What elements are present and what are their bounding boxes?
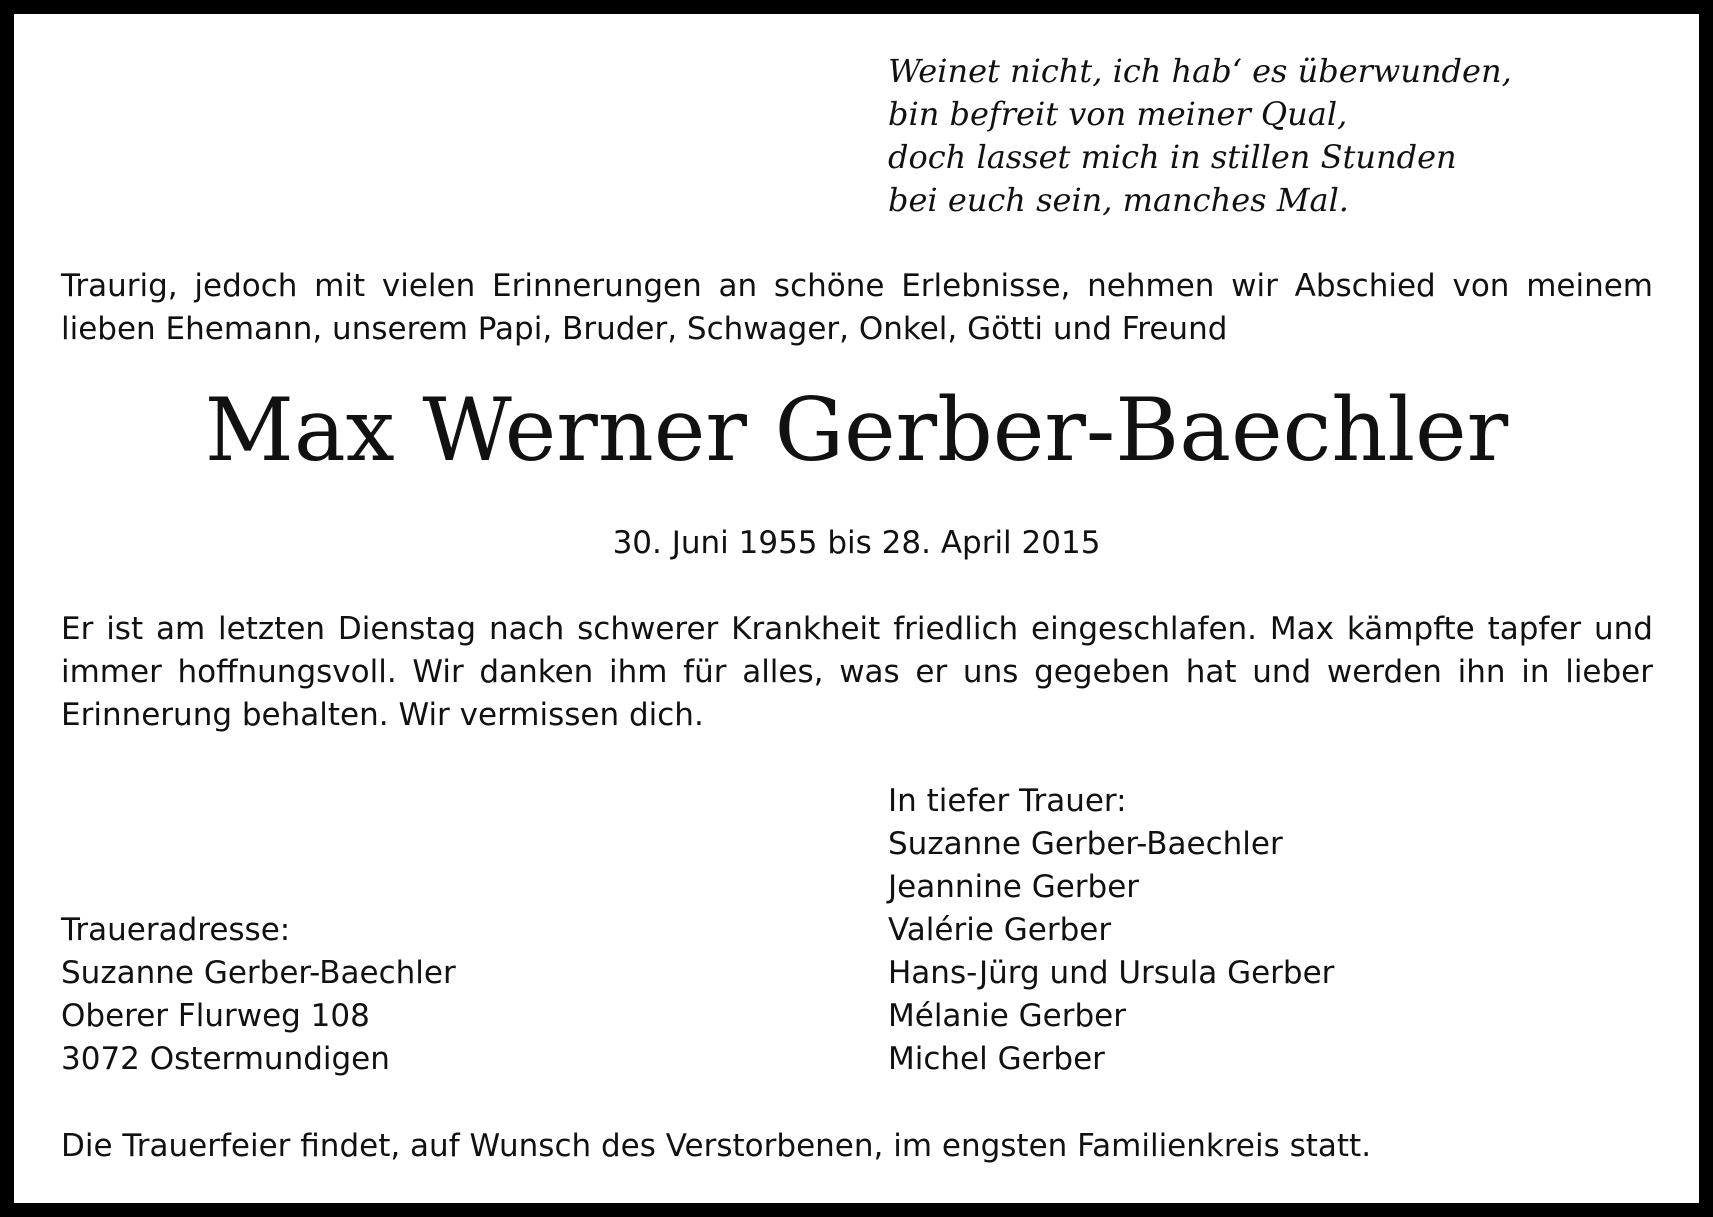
address-line: Oberer Flurweg 108	[61, 998, 370, 1034]
mourner-name: Michel Gerber	[888, 1041, 1105, 1077]
mourner-name: Mélanie Gerber	[888, 998, 1126, 1034]
address-line: 3072 Ostermundigen	[61, 1041, 390, 1077]
address-heading: Traueradresse:	[61, 912, 291, 948]
body-paragraph: Er ist am letzten Dienstag nach schwerer Krankheit friedlich eingeschlafen. Max kämpfte tapfer und immer hoffnungsvoll. Wir danken ihm für alles, was er uns gegeben hat und werden ihn in lieber Erinnerung behalten. Wir vermissen dich.	[61, 611, 1653, 733]
poem	[888, 50, 1512, 222]
mourning-address	[61, 909, 456, 1081]
mourner-name: Hans-Jürg und Ursula Gerber	[888, 955, 1335, 991]
deceased-name: Max Werner Gerber-Baechler	[204, 379, 1509, 481]
mourner-name: Suzanne Gerber-Baechler	[888, 826, 1283, 862]
mourners-list	[888, 780, 1334, 1081]
life-dates: 30. Juni 1955 bis 28. April 2015	[612, 525, 1101, 561]
poem-line: doch lasset mich in stillen Stunden	[888, 138, 1457, 176]
intro-paragraph: Traurig, jedoch mit vielen Erinnerungen an schöne Erlebnisse, nehmen wir Abschied von meinem lieben Ehemann, unserem Papi, Bruder, Schwager, Onkel, Götti und Freund	[61, 268, 1653, 347]
closing-note: Die Trauerfeier findet, auf Wunsch des Verstorbenen, im engsten Familienkreis statt.	[61, 1128, 1372, 1164]
poem-line: bei euch sein, manches Mal.	[888, 181, 1349, 219]
poem-line: Weinet nicht, ich hab‘ es überwunden,	[888, 52, 1512, 90]
address-line: Suzanne Gerber-Baechler	[61, 955, 456, 991]
mourner-name: Jeannine Gerber	[888, 869, 1140, 905]
mourner-name: Valérie Gerber	[888, 912, 1112, 948]
poem-line: bin befreit von meiner Qual,	[888, 95, 1348, 133]
mourners-heading: In tiefer Trauer:	[888, 783, 1127, 819]
